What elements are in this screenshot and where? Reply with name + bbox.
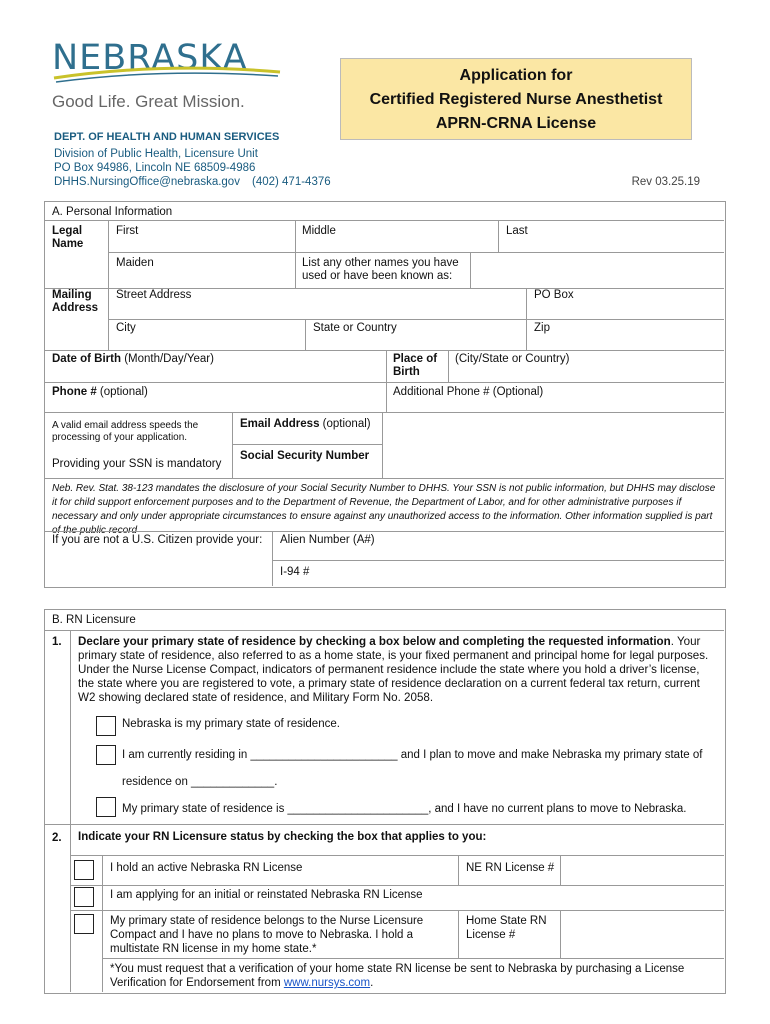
additional-phone-field[interactable]: Additional Phone # (Optional) bbox=[393, 386, 544, 398]
non-citizen-label: If you are not a U.S. Citizen provide your: bbox=[52, 534, 263, 546]
residence-nebraska-label: Nebraska is my primary state of residence. bbox=[122, 718, 340, 730]
logo-swoosh-icon bbox=[52, 64, 282, 86]
i94-field[interactable]: I-94 # bbox=[280, 566, 310, 578]
mailing-label: Mailing bbox=[52, 289, 92, 301]
po-box: PO Box 94986, Lincoln NE 68509-4986 bbox=[54, 162, 256, 174]
po-box-field[interactable]: PO Box bbox=[534, 289, 574, 301]
city-field[interactable]: City bbox=[116, 322, 136, 334]
contact-phone: (402) 471-4376 bbox=[252, 176, 331, 188]
zip-field[interactable]: Zip bbox=[534, 322, 550, 334]
residence-other-label: My primary state of residence is ______________________, and I have no current plans to move to Nebraska. bbox=[122, 803, 687, 815]
pob-label-1: Place of bbox=[393, 353, 438, 365]
verification-note bbox=[110, 962, 718, 990]
residence-moving-checkbox[interactable] bbox=[96, 745, 116, 765]
section-b-heading: B. RN Licensure bbox=[52, 614, 136, 626]
title-line-2: Certified Registered Nurse Anesthetist bbox=[369, 91, 663, 108]
question-1-number: 1. bbox=[52, 636, 62, 648]
apply-ne-license-checkbox[interactable] bbox=[74, 887, 94, 907]
residence-moving-label: I am currently residing in _______________________ and I plan to move and make Nebraska my primary state of bbox=[122, 749, 703, 761]
home-state-rn-label-1: Home State RN bbox=[466, 915, 547, 927]
last-name-field[interactable]: Last bbox=[506, 225, 528, 237]
email-note-1: A valid email address speeds the bbox=[52, 420, 199, 431]
question-2-text: Indicate your RN Licensure status by checking the box that applies to you: bbox=[78, 831, 487, 843]
question-2-number: 2. bbox=[52, 832, 62, 844]
compact-license-line-2: Compact and I have no plans to move to Nebraska. I hold a bbox=[110, 929, 414, 941]
residence-moving-date: residence on _____________. bbox=[122, 776, 278, 788]
compact-license-line-3: multistate RN license in my home state.* bbox=[110, 943, 317, 955]
state-field[interactable]: State or Country bbox=[313, 322, 397, 334]
question-1-bold: Declare your primary state of residence by checking a box below and completing the requested information bbox=[78, 635, 671, 648]
verification-note-end: . bbox=[370, 977, 374, 989]
other-names-label-2: used or have been known as: bbox=[302, 270, 453, 282]
first-name-field[interactable]: First bbox=[116, 225, 139, 237]
dob-field[interactable] bbox=[52, 353, 214, 365]
department-name: DEPT. OF HEALTH AND HUMAN SERVICES bbox=[54, 131, 280, 143]
residence-other-checkbox[interactable] bbox=[96, 797, 116, 817]
phone-label: Phone # bbox=[52, 386, 97, 398]
email-note-2: processing of your application. bbox=[52, 432, 188, 443]
dob-hint: (Month/Day/Year) bbox=[121, 353, 214, 365]
street-address-field[interactable]: Street Address bbox=[116, 289, 192, 301]
email-hint: (optional) bbox=[319, 418, 371, 430]
pob-field[interactable]: (City/State or Country) bbox=[455, 353, 570, 365]
phone-field[interactable] bbox=[52, 386, 148, 398]
title-line-3: APRN-CRNA License bbox=[435, 115, 597, 132]
name-label: Name bbox=[52, 238, 84, 250]
nursys-link[interactable]: www.nursys.com bbox=[283, 977, 371, 989]
ssn-field[interactable]: Social Security Number bbox=[240, 450, 370, 462]
contact-email: DHHS.NursingOffice@nebraska.gov bbox=[54, 176, 240, 188]
maiden-name-field[interactable]: Maiden bbox=[116, 257, 154, 269]
active-ne-license-checkbox[interactable] bbox=[74, 860, 94, 880]
revision: Rev 03.25.19 bbox=[631, 176, 700, 188]
ssn-statute: Neb. Rev. Stat. 38-123 mandates the disclosure of your Social Security Number to DHHS. Your SSN is not public information, but DHHS may disclose it for child support enforcement purposes and to the Department of Revenue, the Department of Labor, and for other administrative purposes if necessary and only under appropriate circumstances to ensure against any unauthorized access to the information. Other information supplied is part of the public record bbox=[52, 483, 716, 536]
other-names-label-1: List any other names you have bbox=[302, 257, 459, 269]
alien-number-field[interactable]: Alien Number (A#) bbox=[280, 534, 375, 546]
compact-license-checkbox[interactable] bbox=[74, 914, 94, 934]
section-a-heading: A. Personal Information bbox=[52, 206, 173, 218]
question-1-text bbox=[78, 635, 718, 705]
legal-label: Legal bbox=[52, 225, 83, 237]
form-title bbox=[340, 58, 692, 140]
phone-hint: (optional) bbox=[96, 386, 148, 398]
email-field[interactable] bbox=[240, 418, 371, 430]
dob-label: Date of Birth bbox=[52, 353, 121, 365]
home-state-rn-field[interactable] bbox=[568, 918, 718, 948]
residence-nebraska-checkbox[interactable] bbox=[96, 716, 116, 736]
ne-rn-license-field[interactable]: NE RN License # bbox=[466, 862, 555, 874]
nebraska-logo: NEBRASKA bbox=[52, 38, 248, 78]
other-names-field[interactable] bbox=[478, 262, 718, 280]
verification-note-text: *You must request that a verification of your home state RN license be sent to Nebraska by purchasing a License Verification for Endorsement from bbox=[110, 963, 685, 989]
tagline: Good Life. Great Mission. bbox=[52, 92, 245, 111]
pob-label-2: Birth bbox=[393, 366, 420, 378]
address-label: Address bbox=[52, 302, 99, 314]
question-1-rest: . Your primary state of residence, also referred to as a home state, is your fixed permanent and principal home for legal purposes. Under the Nurse License Compact, indicators of permanent residence include the state where you hold a driver’s license, the state where you are registered to vote, a primary state of residence declaration on a current federal tax return, current W2 showing declared state of residence, and Military Form No. 2058. bbox=[78, 635, 709, 704]
division: Division of Public Health, Licensure Unit bbox=[54, 148, 258, 160]
compact-license-line-1: My primary state of residence belongs to the Nurse Licensure bbox=[110, 915, 424, 927]
apply-ne-license-label: I am applying for an initial or reinstated Nebraska RN License bbox=[110, 889, 423, 901]
home-state-rn-label-2: License # bbox=[466, 929, 516, 941]
title-line-1: Application for bbox=[459, 67, 573, 84]
ssn-note: Providing your SSN is mandatory bbox=[52, 458, 222, 470]
active-ne-license-label: I hold an active Nebraska RN License bbox=[110, 862, 303, 874]
email-label: Email Address bbox=[240, 418, 320, 430]
middle-name-field[interactable]: Middle bbox=[302, 225, 336, 237]
